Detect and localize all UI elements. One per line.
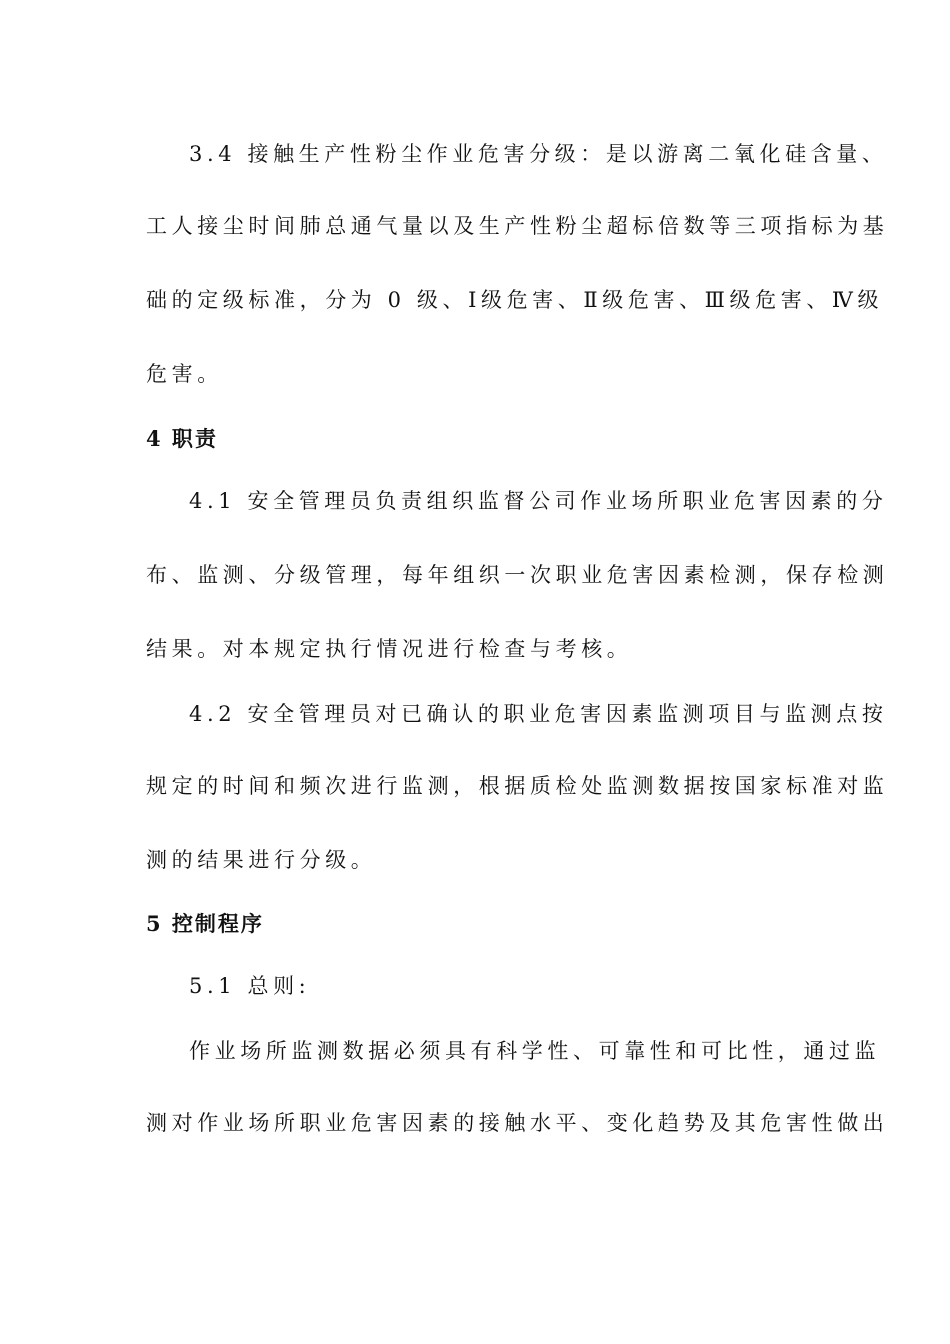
- paragraph-4-1-line-3: 结果。对本规定执行情况进行检查与考核。: [146, 637, 633, 661]
- paragraph-5-1-line-2: 测对作业场所职业危害因素的接触水平、变化趋势及其危害性做出: [146, 1111, 889, 1135]
- paragraph-3-4-line-1: 3.4 接触生产性粉尘作业危害分级：是以游离二氧化硅含量、: [189, 142, 888, 166]
- paragraph-3-4-line-2: 工人接尘时间肺总通气量以及生产性粉尘超标倍数等三项指标为基: [146, 214, 889, 238]
- paragraph-3-4-line-3: 础的定级标准，分为 0 级、Ⅰ级危害、Ⅱ级危害、Ⅲ级危害、Ⅳ级: [146, 288, 884, 312]
- paragraph-4-2-line-1: 4.2 安全管理员对已确认的职业危害因素监测项目与监测点按: [189, 702, 888, 726]
- paragraph-5-1-line-1: 作业场所监测数据必须具有科学性、可靠性和可比性，通过监: [189, 1039, 881, 1063]
- paragraph-4-2-line-2: 规定的时间和频次进行监测，根据质检处监测数据按国家标准对监: [146, 774, 889, 798]
- paragraph-3-4-line-4: 危害。: [146, 362, 223, 386]
- paragraph-4-1-line-1: 4.1 安全管理员负责组织监督公司作业场所职业危害因素的分: [189, 489, 888, 513]
- paragraph-4-2-line-3: 测的结果进行分级。: [146, 848, 377, 872]
- section-5-heading: 5 控制程序: [146, 911, 264, 936]
- section-4-heading: 4 职责: [146, 426, 218, 451]
- paragraph-4-1-line-2: 布、监测、分级管理，每年组织一次职业危害因素检测，保存检测: [146, 563, 889, 587]
- paragraph-5-1-title: 5.1 总则:: [189, 974, 311, 998]
